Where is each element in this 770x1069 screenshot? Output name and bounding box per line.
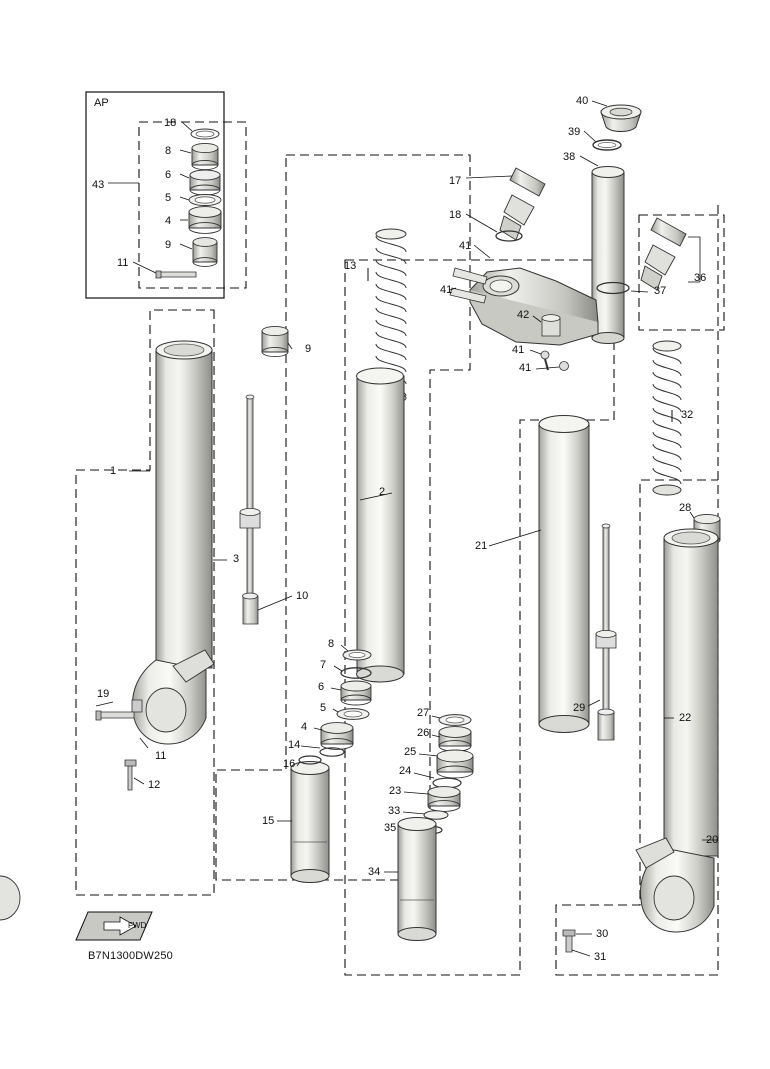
callout-39: 39 <box>568 126 581 138</box>
callout-13: 13 <box>344 260 357 272</box>
callout-42: 42 <box>517 309 530 321</box>
slider-34 <box>384 818 436 941</box>
callout-34: 34 <box>368 866 381 878</box>
callout-19: 19 <box>97 688 110 700</box>
callout-8-ap: 8 <box>165 145 172 157</box>
fwd-label: FWD <box>128 921 147 930</box>
callout-9: 9 <box>305 343 312 355</box>
callout-26: 26 <box>417 727 430 739</box>
callout-2: 2 <box>379 486 386 498</box>
callout-4-ap: 4 <box>165 215 172 227</box>
slider-15 <box>277 756 329 883</box>
callout-3: 3 <box>233 553 240 565</box>
callout-17: 17 <box>449 175 462 187</box>
callout-11-ap: 11 <box>117 257 129 269</box>
callout-6-ap: 6 <box>165 169 172 181</box>
callout-25: 25 <box>404 746 417 758</box>
callout-21: 21 <box>475 540 488 552</box>
callout-1: 1 <box>110 465 117 477</box>
callout-30: 30 <box>596 928 609 940</box>
top-cap-parts <box>580 101 641 166</box>
callout-38: 38 <box>563 151 576 163</box>
ap-group-label: AP <box>94 97 109 109</box>
callout-8: 8 <box>328 638 335 650</box>
callout-28: 28 <box>679 502 692 514</box>
callout-41-b: 41 <box>440 284 453 296</box>
callout-24: 24 <box>399 765 412 777</box>
callout-37: 37 <box>654 285 667 297</box>
fork-leg-left <box>96 326 292 790</box>
callout-15: 15 <box>262 815 275 827</box>
callout-27: 27 <box>417 707 430 719</box>
callout-20: 20 <box>706 834 719 846</box>
inner-tube-21 <box>489 416 589 733</box>
callout-11: 11 <box>155 750 167 762</box>
callout-18: 18 <box>449 209 462 221</box>
callout-32: 32 <box>681 409 694 421</box>
callout-29: 29 <box>573 702 586 714</box>
callout-36: 36 <box>694 272 707 284</box>
callout-4: 4 <box>301 721 308 733</box>
callout-14: 14 <box>288 739 301 751</box>
spring-32 <box>653 341 681 495</box>
callout-23: 23 <box>389 785 402 797</box>
bolt-17 <box>466 168 545 241</box>
callout-5: 5 <box>320 702 327 714</box>
callout-16: 16 <box>283 758 296 770</box>
callout-41-c: 41 <box>512 344 525 356</box>
callout-6: 6 <box>318 681 325 693</box>
callout-12: 12 <box>148 779 161 791</box>
callout-18-ap: 18 <box>164 117 177 129</box>
callout-41-d: 41 <box>519 362 532 374</box>
callout-33: 33 <box>388 805 401 817</box>
callout-7: 7 <box>320 659 327 671</box>
callout-22: 22 <box>679 712 692 724</box>
callout-40: 40 <box>576 95 589 107</box>
callout-9-ap: 9 <box>165 239 172 251</box>
damper-rod-10 <box>240 395 292 624</box>
callout-5-ap: 5 <box>165 192 172 204</box>
callout-35: 35 <box>384 822 397 834</box>
callout-10: 10 <box>296 590 309 602</box>
callout-43: 43 <box>92 179 105 191</box>
inner-tube-2 <box>357 368 405 682</box>
callout-41-a: 41 <box>459 240 472 252</box>
callout-31: 31 <box>594 951 607 963</box>
part-code: B7N1300DW250 <box>88 950 173 962</box>
damper-rod-29 <box>588 524 616 740</box>
